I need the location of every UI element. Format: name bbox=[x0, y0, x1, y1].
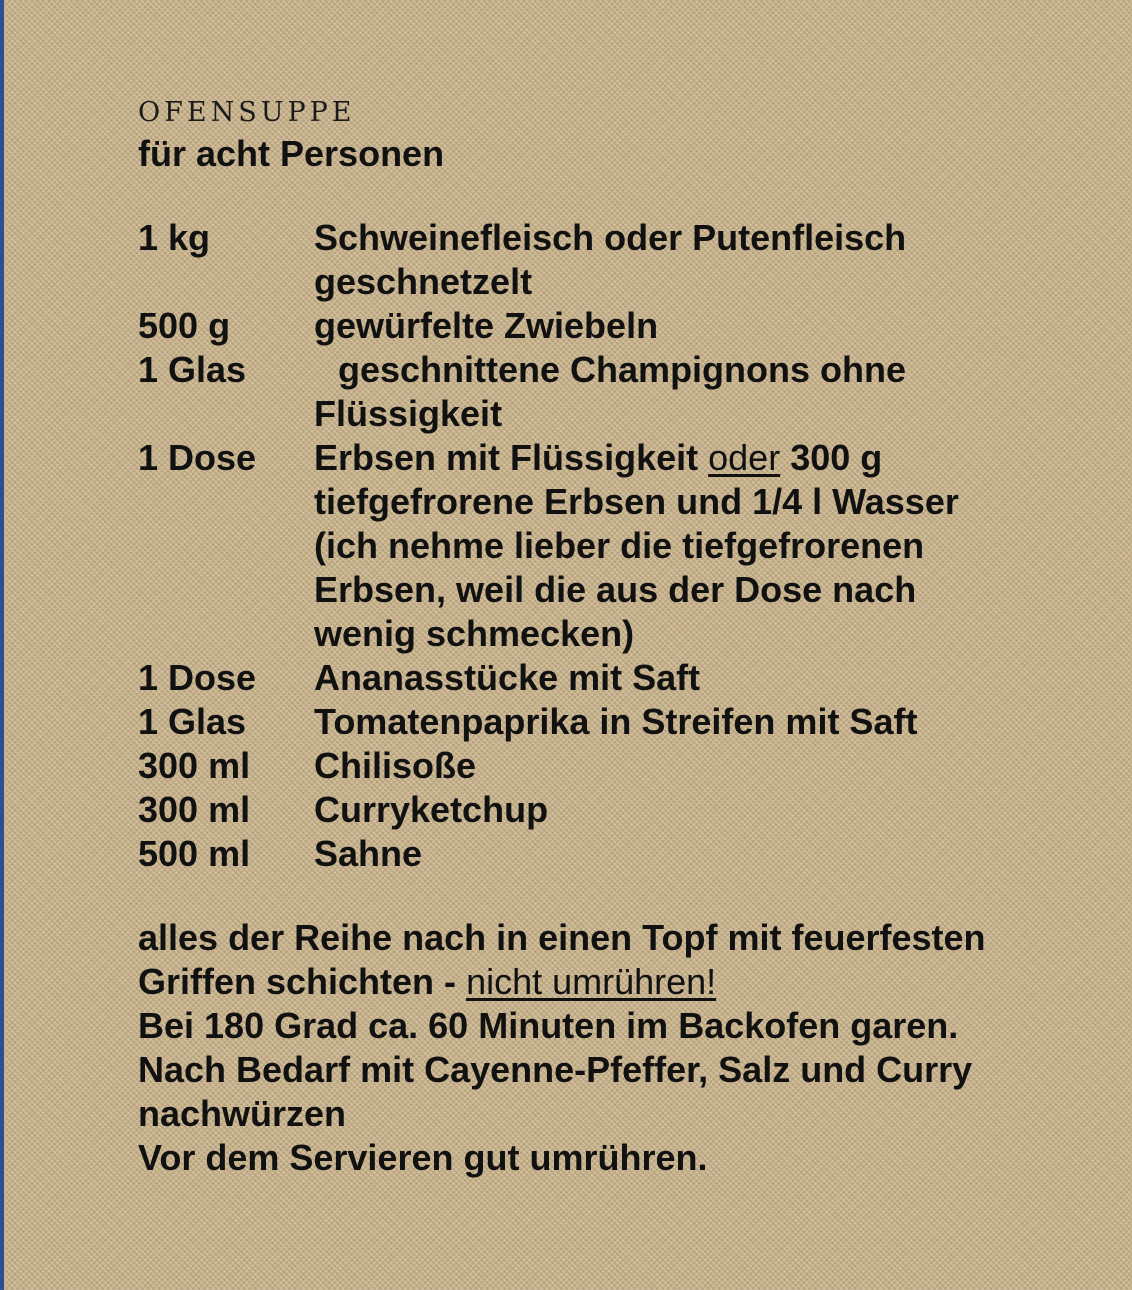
underlined-or: oder bbox=[708, 437, 781, 478]
ingredient-quantity: 1 Dose bbox=[138, 657, 257, 698]
ingredient-row bbox=[138, 348, 1018, 436]
underlined-warning: nicht umrühren! bbox=[466, 961, 717, 1002]
ingredient-quantity: 1 Glas bbox=[138, 701, 247, 742]
ingredient-quantity: 1 Dose bbox=[138, 437, 257, 478]
instruction-paragraph: Bei 180 Grad ca. 60 Minuten im Backofen garen. bbox=[138, 1005, 959, 1046]
recipe-title: ofensuppe bbox=[138, 86, 356, 130]
ingredient-description: geschnittene Champignons ohne Flüssigkeit bbox=[314, 349, 907, 434]
instruction-paragraph: Nach Bedarf mit Cayenne-Pfeffer, Salz und Curry nachwürzen bbox=[138, 1049, 973, 1134]
ingredient-description: Chilisoße bbox=[314, 745, 477, 786]
instruction-text: alles der Reihe nach in einen Topf mit feuerfesten Griffen schichten - bbox=[138, 917, 986, 1002]
ingredient-row bbox=[138, 744, 1018, 788]
recipe-content bbox=[138, 84, 1018, 1180]
instructions bbox=[138, 916, 1018, 1180]
ingredient-quantity: 500 g bbox=[138, 305, 231, 346]
ingredient-quantity: 300 ml bbox=[138, 745, 251, 786]
instruction-paragraph bbox=[138, 916, 1018, 1004]
ingredient-quantity: 500 ml bbox=[138, 833, 251, 874]
ingredient-row bbox=[138, 304, 1018, 348]
ingredient-description: gewürfelte Zwiebeln bbox=[314, 305, 659, 346]
ingredient-row bbox=[138, 832, 1018, 876]
ingredient-description: Ananasstücke mit Saft bbox=[314, 657, 701, 698]
ingredient-row bbox=[138, 700, 1018, 744]
instruction-paragraph: Vor dem Servieren gut umrühren. bbox=[138, 1137, 708, 1178]
ingredient-quantity: 1 Glas bbox=[138, 349, 247, 390]
ingredient-text-part: 300 g tiefgefrorene Erbsen und 1/4 l Wasser (ich nehme lieber die tiefgefrorenen Erbsen, weil die aus der Dose nach wenig schmecken) bbox=[314, 437, 959, 654]
ingredient-row bbox=[138, 656, 1018, 700]
recipe-subtitle: für acht Personen bbox=[138, 133, 445, 174]
ingredient-description: Tomatenpaprika in Streifen mit Saft bbox=[314, 701, 918, 742]
ingredient-description: Curryketchup bbox=[314, 789, 549, 830]
ingredient-row bbox=[138, 788, 1018, 832]
ingredient-row bbox=[138, 216, 1018, 304]
ingredient-text-part: Erbsen mit Flüssigkeit bbox=[314, 437, 699, 478]
ingredient-row bbox=[138, 436, 1018, 656]
ingredient-list bbox=[138, 216, 1018, 876]
ingredient-description bbox=[314, 436, 1018, 656]
ingredient-quantity: 1 kg bbox=[138, 217, 211, 258]
ingredient-description: Sahne bbox=[314, 833, 423, 874]
ingredient-description: Schweinefleisch oder Putenfleisch geschnetzelt bbox=[314, 217, 907, 302]
ingredient-quantity: 300 ml bbox=[138, 789, 251, 830]
